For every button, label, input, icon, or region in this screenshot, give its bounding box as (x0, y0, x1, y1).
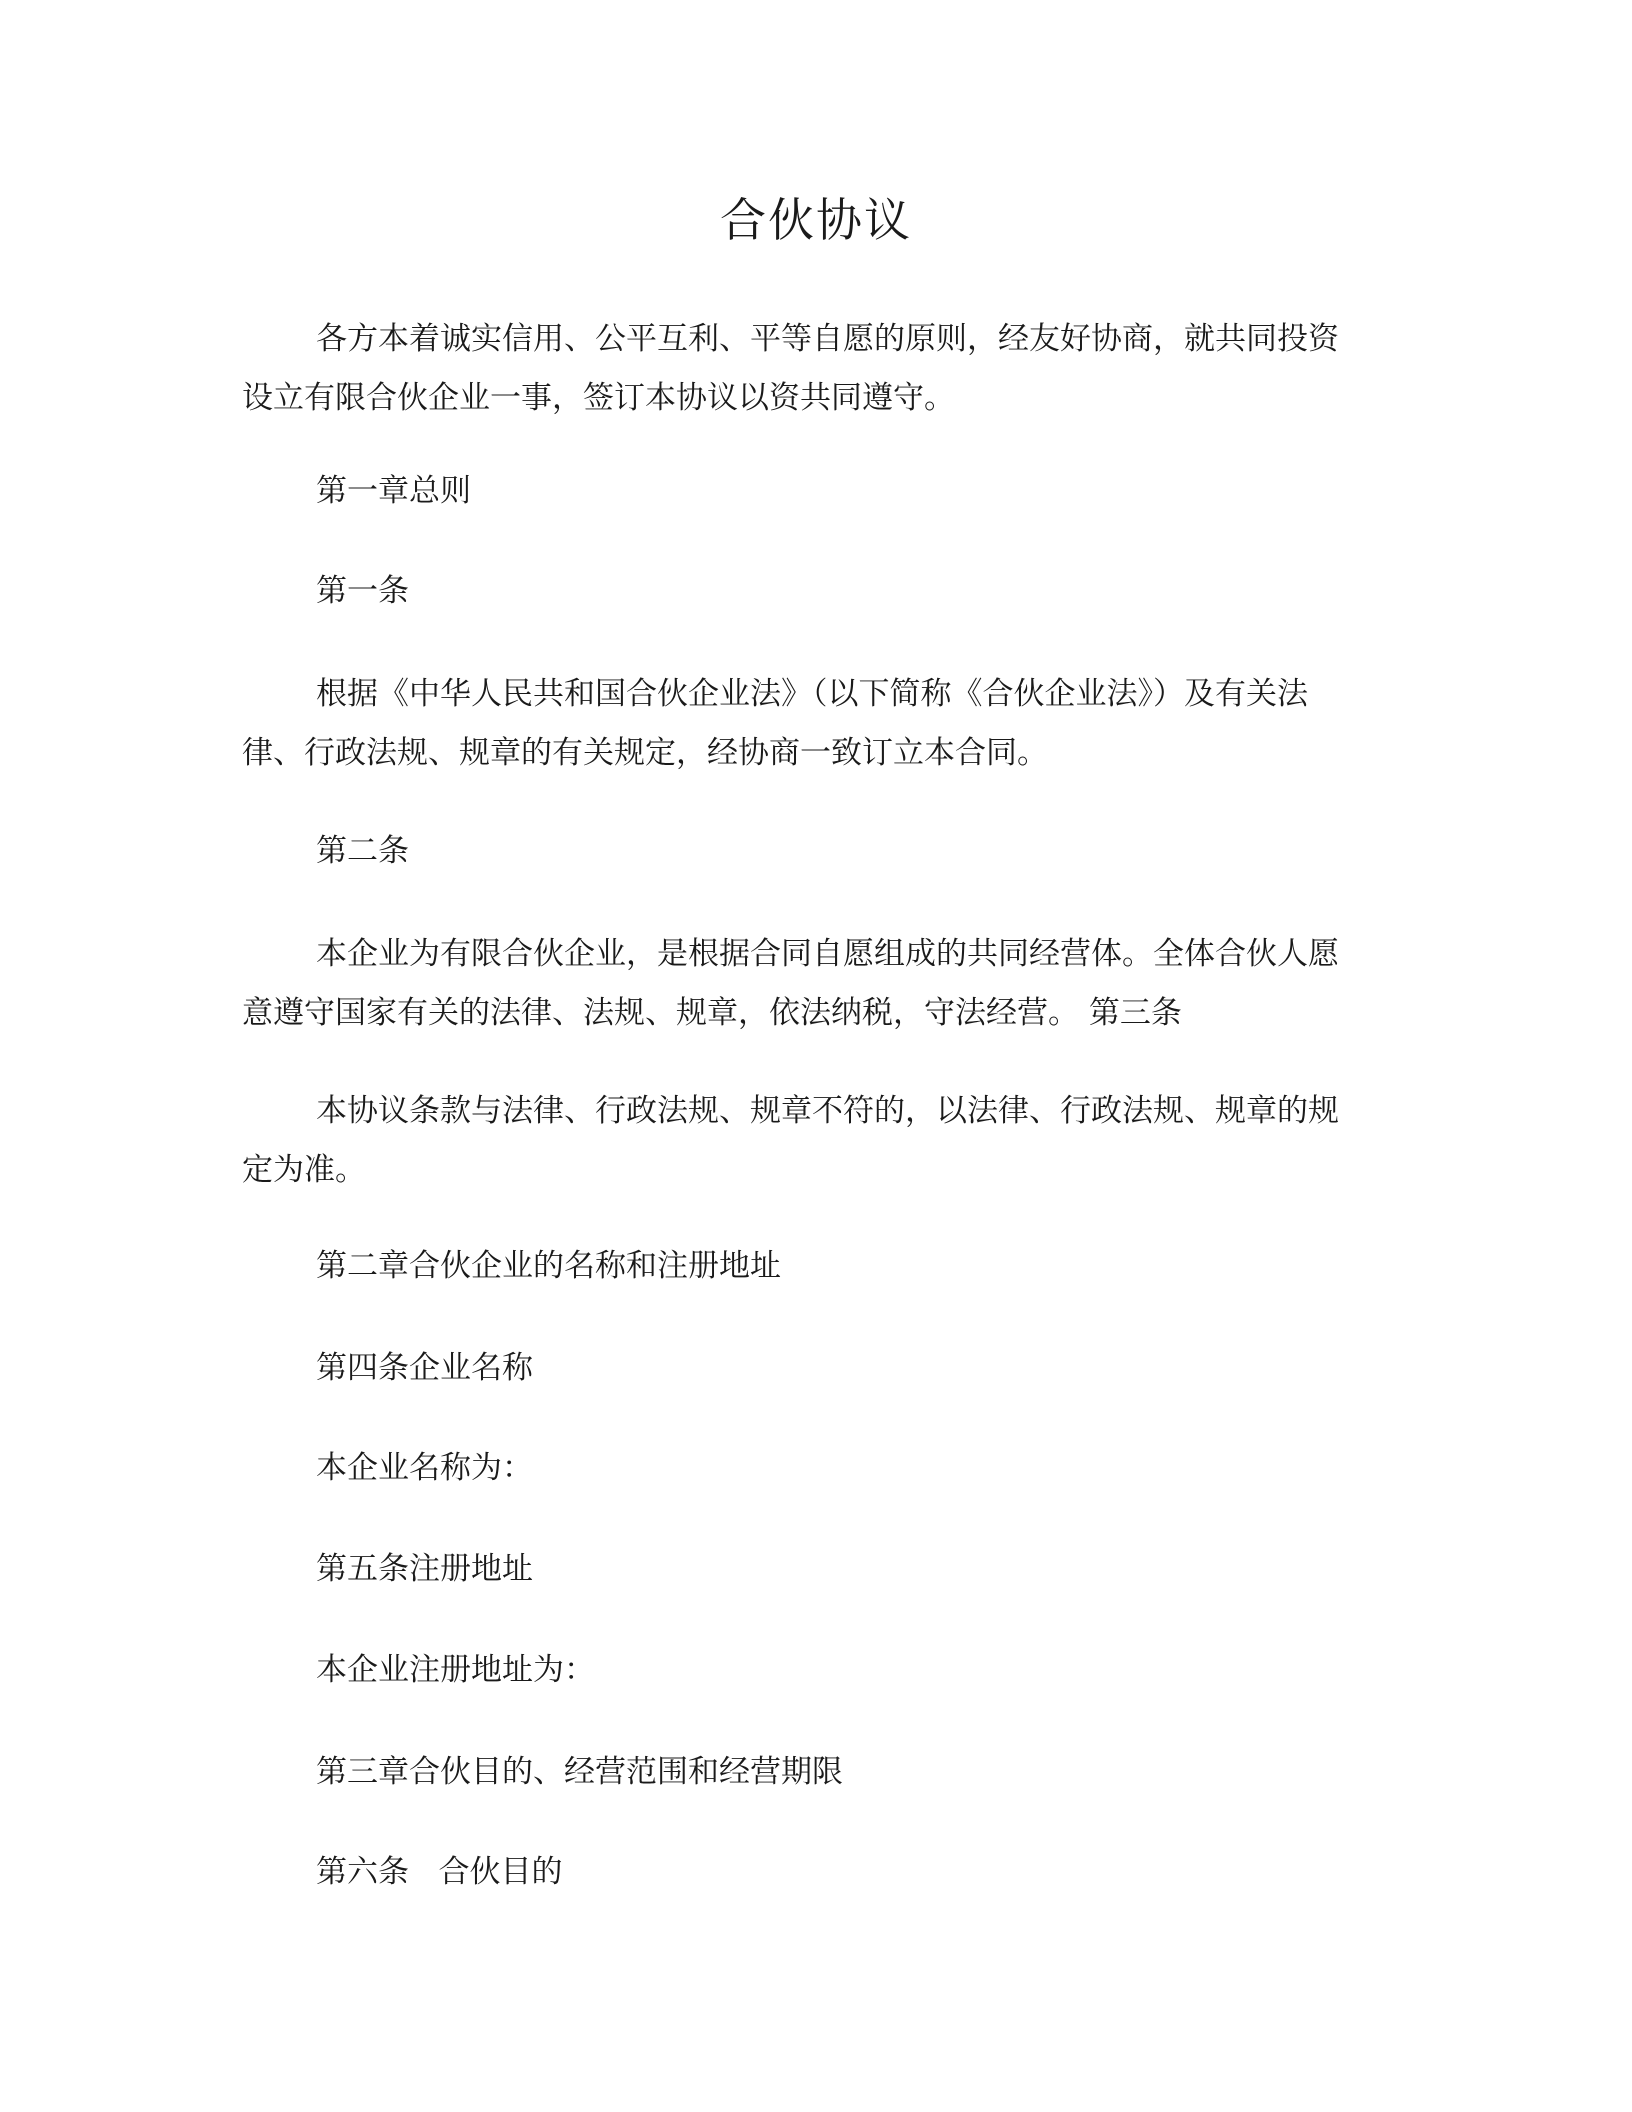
article-4-heading: 第四条企业名称 (316, 1350, 533, 1386)
preamble-line-1: 各方本着诚实信用、公平互利、平等自愿的原则，经友好协商，就共同投资 (316, 321, 1339, 357)
article-2-line-1: 本企业为有限合伙企业，是根据合同自愿组成的共同经营体。全体合伙人愿 (316, 936, 1339, 972)
preamble-line-2: 设立有限合伙企业一事，签订本协议以资共同遵守。 (242, 380, 955, 416)
article-3-line-1: 本协议条款与法律、行政法规、规章不符的，以法律、行政法规、规章的规 (316, 1093, 1339, 1129)
article-5-heading: 第五条注册地址 (316, 1551, 533, 1587)
article-2-heading: 第二条 (316, 833, 409, 869)
article-2-line-2: 意遵守国家有关的法律、法规、规章，依法纳税，守法经营。 第三条 (242, 995, 1182, 1031)
article-6-heading: 第六条 合伙目的 (316, 1854, 563, 1890)
document-title: 合伙协议 (720, 193, 912, 247)
preamble-paragraph (242, 310, 1362, 428)
article-5-text: 本企业注册地址为： (316, 1652, 595, 1688)
chapter-2-heading: 第二章合伙企业的名称和注册地址 (316, 1248, 781, 1284)
article-3-line-2: 定为准。 (242, 1152, 366, 1188)
article-1-heading: 第一条 (316, 573, 409, 609)
chapter-1-heading: 第一章总则 (316, 473, 471, 509)
article-1-line-1: 根据《中华人民共和国合伙企业法》（以下简称《合伙企业法》）及有关法 (316, 676, 1308, 712)
article-3-paragraph (242, 1082, 1362, 1200)
article-4-text: 本企业名称为： (316, 1450, 533, 1486)
article-2-paragraph (242, 925, 1362, 1043)
article-1-paragraph (242, 665, 1362, 783)
chapter-3-heading: 第三章合伙目的、经营范围和经营期限 (316, 1754, 843, 1790)
article-1-line-2: 律、行政法规、规章的有关规定，经协商一致订立本合同。 (242, 735, 1048, 771)
